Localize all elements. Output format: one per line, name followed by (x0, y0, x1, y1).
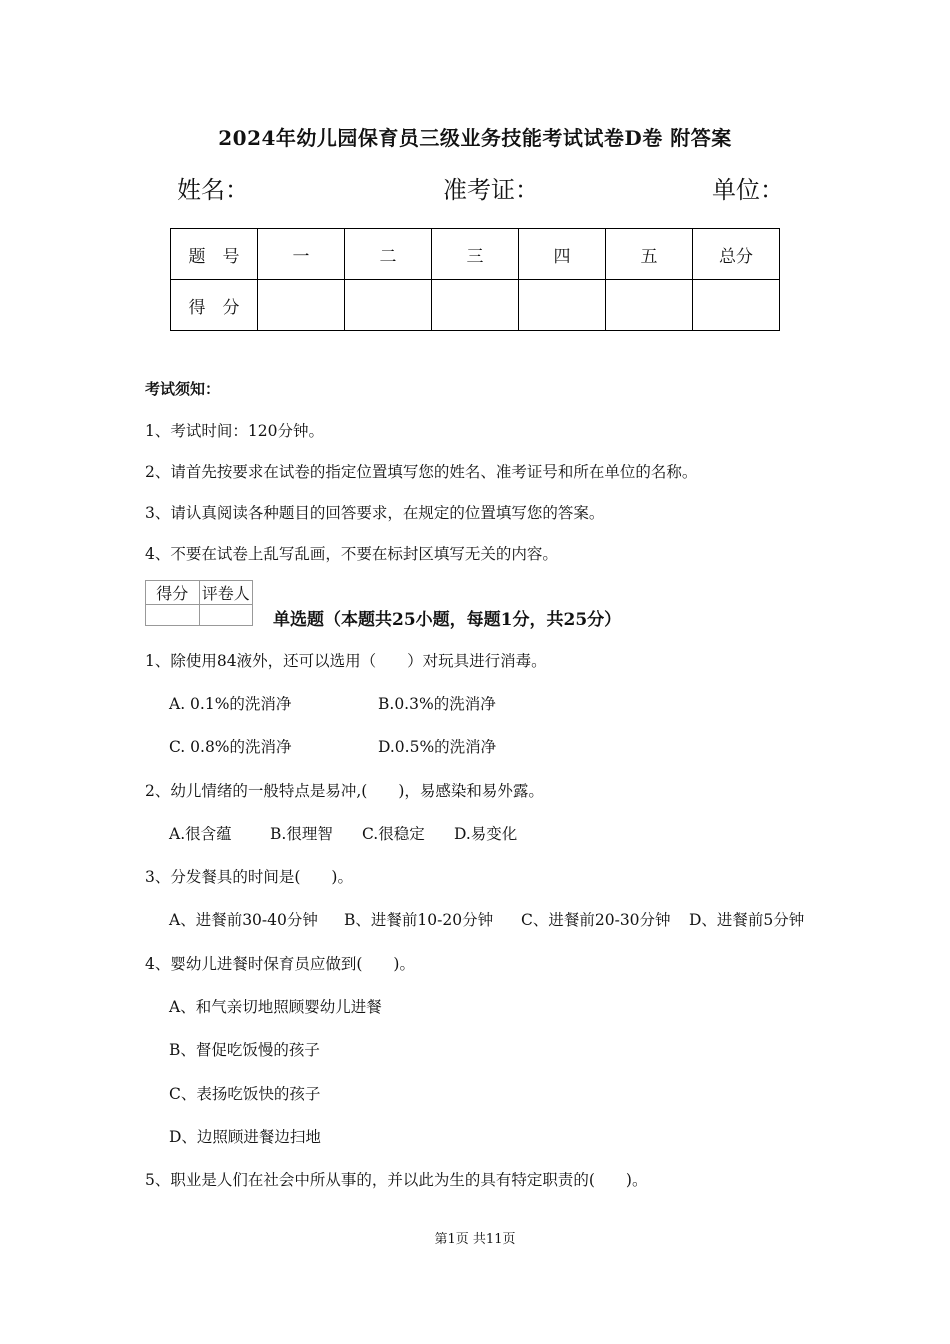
score-header-cell: 四 (519, 229, 606, 280)
option-d: D.0.5%的洗消净 (378, 738, 497, 756)
score-header-cell: 三 (432, 229, 519, 280)
option-d: D、进餐前5分钟 (689, 911, 805, 929)
exam-number-field-label: 准考证： (443, 176, 539, 204)
option-a: A. 0.1%的洗消净 (169, 695, 292, 713)
score-cell[interactable] (606, 280, 693, 331)
score-cell[interactable] (432, 280, 519, 331)
option-a: A、进餐前30-40分钟 (169, 911, 318, 929)
option-c: C、表扬吃饭快的孩子 (169, 1085, 321, 1103)
option-b: B.0.3%的洗消净 (378, 695, 496, 713)
grader-score-cell[interactable] (146, 605, 200, 626)
grader-reviewer-label: 评卷人 (199, 581, 253, 605)
score-cell[interactable] (258, 280, 345, 331)
unit-field-label: 单位： (712, 176, 784, 204)
option-d: D.易变化 (454, 825, 518, 843)
note-item: 3、请认真阅读各种题目的回答要求，在规定的位置填写您的答案。 (145, 504, 605, 522)
question-stem: 2、幼儿情绪的一般特点是易冲,( )，易感染和易外露。 (145, 782, 544, 800)
score-header-cell: 五 (606, 229, 693, 280)
score-header-cell: 题 号 (171, 229, 258, 280)
score-header-cell: 二 (345, 229, 432, 280)
question-stem: 5、职业是人们在社会中所从事的，并以此为生的具有特定职责的( )。 (145, 1171, 648, 1189)
note-item: 4、不要在试卷上乱写乱画，不要在标封区填写无关的内容。 (145, 545, 558, 563)
score-header-cell: 总分 (693, 229, 780, 280)
question-stem: 3、分发餐具的时间是( )。 (145, 868, 353, 886)
option-b: B、督促吃饭慢的孩子 (169, 1041, 320, 1059)
option-c: C. 0.8%的洗消净 (169, 738, 292, 756)
question-stem: 1、除使用84液外，还可以选用（ ）对玩具进行消毒。 (145, 652, 547, 670)
option-b: B.很理智 (270, 825, 333, 843)
option-a: A.很含蕴 (169, 825, 232, 843)
score-header-cell: 一 (258, 229, 345, 280)
question-stem: 4、婴幼儿进餐时保育员应做到( )。 (145, 955, 415, 973)
option-c: C.很稳定 (362, 825, 425, 843)
notes-heading: 考试须知： (145, 380, 221, 398)
score-row-label: 得 分 (171, 280, 258, 331)
note-item: 2、请首先按要求在试卷的指定位置填写您的姓名、准考证号和所在单位的名称。 (145, 463, 698, 481)
score-table-header-row (171, 229, 780, 280)
page-footer: 第1页 共11页 (434, 1232, 516, 1247)
score-table-score-row (171, 280, 780, 331)
score-cell[interactable] (693, 280, 780, 331)
option-a: A、和气亲切地照顾婴幼儿进餐 (169, 998, 382, 1016)
grader-box (145, 580, 253, 626)
section-title: 单选题（本题共25小题，每题1分，共25分） (273, 610, 622, 630)
grader-reviewer-cell[interactable] (199, 605, 253, 626)
option-b: B、进餐前10-20分钟 (344, 911, 494, 929)
page-title: 2024年幼儿园保育员三级业务技能考试试卷D卷 附答案 (218, 126, 732, 150)
option-c: C、进餐前20-30分钟 (521, 911, 671, 929)
grader-score-label: 得分 (146, 581, 200, 605)
score-cell[interactable] (345, 280, 432, 331)
option-d: D、边照顾进餐边扫地 (169, 1128, 321, 1146)
note-item: 1、考试时间：120分钟。 (145, 422, 324, 440)
name-field-label: 姓名： (177, 176, 249, 204)
score-cell[interactable] (519, 280, 606, 331)
score-table (170, 228, 780, 331)
